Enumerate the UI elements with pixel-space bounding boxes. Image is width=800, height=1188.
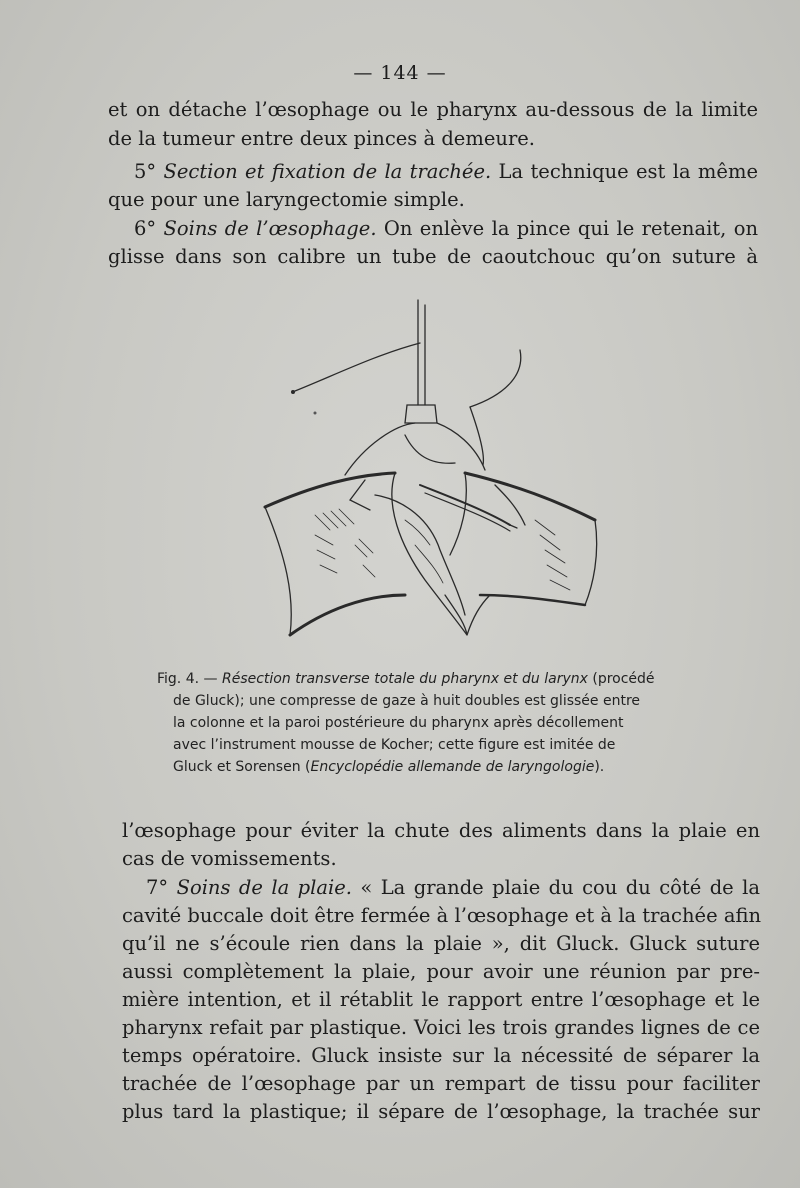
section-title: Soins de la plaie.	[176, 876, 352, 899]
paragraph-continuation	[122, 817, 760, 845]
text-line: que pour une laryngectomie simple.	[108, 188, 465, 211]
paragraph-section-6-line2	[108, 243, 758, 272]
caption-line	[157, 756, 723, 778]
text-line	[108, 215, 758, 244]
section-number: 6°	[134, 217, 157, 240]
text-line: cas de vomissements.	[122, 847, 337, 870]
text-line: de la tumeur entre deux pinces à demeure.	[108, 127, 536, 150]
text-line: temps opératoire. Gluck insiste sur la nécessité de séparer la	[122, 1044, 760, 1067]
surgical-illustration	[255, 295, 615, 655]
paragraph-section-7	[122, 874, 760, 902]
paragraph-continuation-end	[122, 845, 760, 873]
paragraph-section-7-body	[122, 1014, 760, 1042]
section-number: 7°	[146, 876, 169, 899]
caption-line: la colonne et la paroi postérieure du pharynx après décollement	[173, 715, 624, 731]
text-line: cavité buccale doit être fermée à l’œsophage et à la trachée afin	[122, 904, 762, 927]
paragraph-section-6	[108, 215, 758, 244]
text-line: aussi complètement la plaie, pour avoir une réunion par pre-	[122, 960, 760, 983]
text-line: plus tard la plastique; il sépare de l’œsophage, la trachée sur	[122, 1100, 760, 1123]
figure-caption	[157, 668, 723, 778]
caption-label: Fig. 4. —	[157, 671, 218, 687]
caption-source-title: Encyclopédie allemande de laryngologie	[310, 759, 595, 775]
paragraph-continuation	[108, 96, 758, 125]
paragraph-continuation-end	[108, 125, 758, 154]
paragraph-section-7-body	[122, 1070, 760, 1098]
page-number: — 144 —	[353, 62, 447, 84]
section-text: La technique est la même	[498, 160, 758, 183]
section-number: 5°	[134, 160, 157, 183]
paragraph-section-7-body	[122, 986, 760, 1014]
caption-title: Résection transverse totale du pharynx et du larynx	[221, 671, 588, 687]
paragraph-section-7-body	[122, 958, 760, 986]
text-line: l’œsophage pour éviter la chute des aliments dans la plaie en	[122, 819, 760, 842]
text-line: pharynx refait par plastique. Voici les trois grandes lignes de ce	[122, 1016, 760, 1039]
paragraph-section-7-body	[122, 930, 760, 958]
caption-text: ).	[594, 759, 605, 775]
caption-line	[157, 668, 723, 690]
paragraph-section-7-body	[122, 1042, 760, 1070]
caption-text: Gluck et Sorensen (	[173, 759, 311, 775]
section-title: Section et fixation de la trachée.	[163, 160, 492, 183]
paragraph-section-5-end	[108, 186, 758, 215]
caption-line: de Gluck); une compresse de gaze à huit doubles est glissée entre	[173, 693, 641, 709]
paragraph-section-7-body	[122, 902, 760, 930]
text-line: mière intention, et il rétablit le rapport entre l’œsophage et le	[122, 988, 760, 1011]
text-line	[108, 158, 758, 187]
text-line: glisse dans son calibre un tube de caoutchouc qu’on suture à	[108, 245, 758, 268]
section-text: « La grande plaie du cou du côté de la	[360, 876, 760, 899]
text-line	[122, 874, 760, 902]
section-title: Soins de l’œsophage.	[163, 217, 377, 240]
paragraph-section-7-body	[122, 1098, 760, 1126]
text-line: trachée de l’œsophage par un rempart de tissu pour faciliter	[122, 1072, 760, 1095]
section-text: On enlève la pince qui le retenait, on	[383, 217, 758, 240]
caption-line: avec l’instrument mousse de Kocher; cette figure est imitée de	[173, 737, 616, 753]
caption-text: (procédé	[592, 671, 655, 687]
text-line: et on détache l’œsophage ou le pharynx au-dessous de la limite	[108, 98, 758, 121]
text-line: qu’il ne s’écoule rien dans la plaie », dit Gluck. Gluck suture	[122, 932, 760, 955]
paragraph-section-5	[108, 158, 758, 187]
